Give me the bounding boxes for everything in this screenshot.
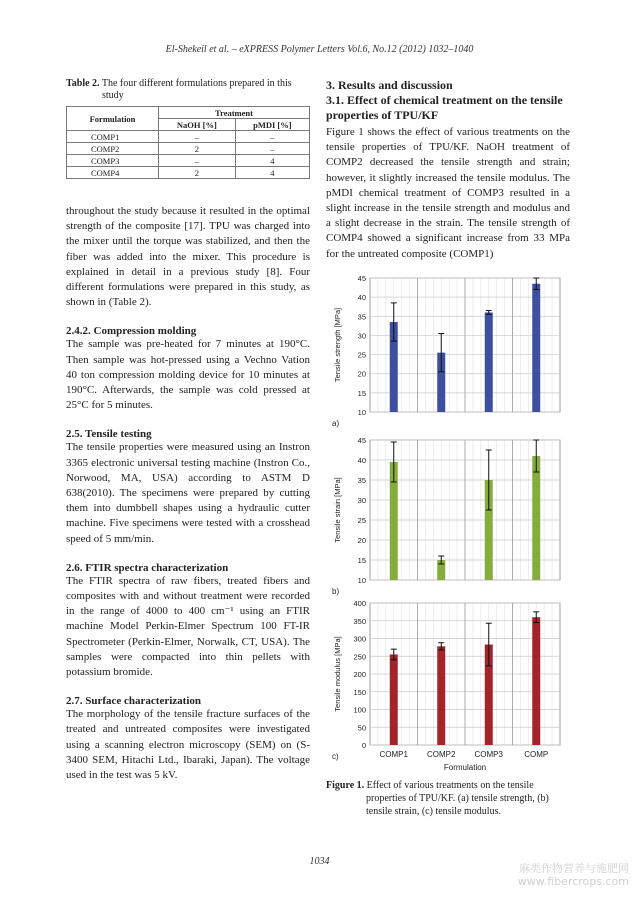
paragraph-compression: The sample was pre-heated for 7 minutes at 190°C. Then sample was hot-pressed using a Vechno Vation 40 ton compression molding device for 10 minutes at 190°C. Afterwards, the sample was cold pressed at 25°C for 5 minutes. xyxy=(66,338,310,412)
chart-panel-2 xyxy=(332,436,560,596)
paragraph-tensile: The tensile properties were measured using an Instron 3365 electronic universal testing machine (Instron Co., Norwood, MA, USA) according to ASTM D 638(2010). The specimens were prepared by cutting them into dumbbell shapes using a hydraulic cutter machine. Five specimens were tested with a crosshead speed of 5 mm/min. xyxy=(66,441,310,545)
heading-results: 3. Results and discussion xyxy=(326,78,453,92)
page-number: 1034 xyxy=(309,856,330,867)
table-caption xyxy=(66,78,310,102)
y-tick-label: 150 xyxy=(353,687,366,697)
formulations-table xyxy=(66,106,310,179)
paragraph-ftir: The FTIR spectra of raw fibers, treated fibers and composites with and without treatment were recorded in the range of 4000 to 400 cm⁻¹ using an FTIR machine Model Perkin-Elmer Spectrum 100 FT-IR Spectrometer (Perkin-Elmer, Norwalk, CT, USA). The samples were compacted into thin pellets with potassium bromide. xyxy=(66,574,310,679)
bar xyxy=(390,654,398,745)
running-header: El-Shekeil et al. – eXPRESS Polymer Letters Vol.6, No.12 (2012) 1032–1040 xyxy=(165,44,474,55)
y-tick-label: 200 xyxy=(353,670,366,679)
watermark xyxy=(518,862,629,888)
figure-caption-text: Effect of various treatments on the tensile properties of TPU/KF. (a) tensile strength, (b) tensile strain, (c) tensile modulus. xyxy=(366,780,549,817)
table-caption-label: Table 2. xyxy=(66,78,100,89)
y-tick-label: 45 xyxy=(357,274,366,283)
y-tick-label: 20 xyxy=(357,369,366,379)
y-tick-label: 0 xyxy=(361,741,366,750)
y-tick-label: 45 xyxy=(357,436,366,445)
table-row: COMP2 2 – xyxy=(67,143,310,155)
y-tick-label: 10 xyxy=(357,408,366,417)
figure-caption-label: Figure 1. xyxy=(326,780,365,791)
panel-label: c) xyxy=(332,752,339,761)
y-axis-label: Tensile strain [MPa] xyxy=(333,477,342,543)
table-row: COMP3 – 4 xyxy=(67,155,310,167)
x-tick-label: COMP xyxy=(524,750,549,759)
y-tick-label: 300 xyxy=(353,634,366,644)
y-tick-label: 10 xyxy=(357,576,366,585)
figure-caption xyxy=(326,779,570,818)
th-naoh: NaOH [%] xyxy=(159,119,236,131)
y-tick-label: 400 xyxy=(353,599,366,608)
figure-1 xyxy=(326,268,576,773)
bar xyxy=(532,284,540,412)
heading-tensile-testing: 2.5. Tensile testing xyxy=(66,428,152,441)
y-tick-label: 35 xyxy=(357,476,366,485)
watermark-line-2: www.fibercrops.com xyxy=(517,875,629,888)
table-row: COMP4 2 4 xyxy=(67,167,310,179)
table-row: COMP1 – – xyxy=(67,131,310,143)
bar xyxy=(532,456,540,580)
th-treatment: Treatment xyxy=(159,107,310,119)
y-tick-label: 35 xyxy=(357,312,366,322)
heading-ftir: 2.6. FTIR spectra characterization xyxy=(66,561,229,574)
th-formulation: Formulation xyxy=(67,107,159,131)
right-column xyxy=(326,78,570,262)
y-tick-label: 30 xyxy=(357,331,366,341)
y-axis-label: Tensile strength [MPa] xyxy=(333,307,342,383)
paragraph-intro: throughout the study because it resulted in the optimal strength of the composite [17]. TPU was charged into the mixer until the torque was stabilized, and then the fiber was added into the mixer. This procedure is explained in detail in a previous study [8]. Four different formulations were prepared in this study, as shown in (Table 2). xyxy=(66,205,310,309)
y-axis-label: Tensile modulus [MPa] xyxy=(333,636,342,712)
left-column xyxy=(66,78,310,783)
y-tick-label: 250 xyxy=(353,652,366,662)
x-tick-label: COMP1 xyxy=(379,750,408,759)
y-tick-label: 25 xyxy=(357,516,366,525)
y-tick-label: 100 xyxy=(353,705,366,715)
panel-label: a) xyxy=(332,419,340,428)
y-tick-label: 20 xyxy=(357,536,366,545)
x-tick-label: COMP3 xyxy=(474,750,503,759)
heading-surface: 2.7. Surface characterization xyxy=(66,695,202,708)
y-tick-label: 15 xyxy=(357,388,366,398)
bar xyxy=(485,312,493,412)
chart-panel-3 xyxy=(332,599,560,761)
table-caption-text: The four different formulations prepared in this study xyxy=(101,78,292,101)
y-tick-label: 15 xyxy=(357,556,366,565)
y-tick-label: 40 xyxy=(357,293,366,303)
y-tick-label: 40 xyxy=(357,456,366,465)
bar xyxy=(532,617,540,745)
y-tick-label: 30 xyxy=(357,496,366,505)
panel-label: b) xyxy=(332,587,340,596)
x-axis-label: Formulation xyxy=(443,763,487,772)
chart-panel-1 xyxy=(332,274,560,428)
paragraph-results: Figure 1 shows the effect of various treatments on the tensile properties of TPU/KF. NaOH treatment of COMP2 decreased the tensile strength and strain; however, it slightly increased the tensile modulus. The pMDI chemical treatment of COMP3 resulted in a slight increase in the tensile strength and modulus and a slight decrease in the strain. The tensile strength of COMP4 showed a significant increase from 33 MPa for the untreated composite (COMP1) xyxy=(326,126,570,260)
paragraph-surface: The morphology of the tensile fracture surfaces of the treated and untreated composites were investigated using a scanning electron microscopy (SEM) on (S-3400 SEM, Hitachi Ltd., Ibaraki, Japan). The voltage used in the test was 5 kV. xyxy=(66,708,310,782)
y-tick-label: 50 xyxy=(357,723,366,733)
watermark-line-1: 麻类作物营养与施肥网 xyxy=(519,862,629,875)
y-tick-label: 25 xyxy=(357,350,366,360)
bar xyxy=(437,646,445,745)
y-tick-label: 350 xyxy=(353,616,366,626)
heading-effect-treatment: 3.1. Effect of chemical treatment on the tensile properties of TPU/KF xyxy=(326,93,563,122)
heading-compression-molding: 2.4.2. Compression molding xyxy=(66,325,197,338)
x-tick-label: COMP2 xyxy=(427,750,456,759)
th-pmdi: pMDI [%] xyxy=(235,119,309,131)
